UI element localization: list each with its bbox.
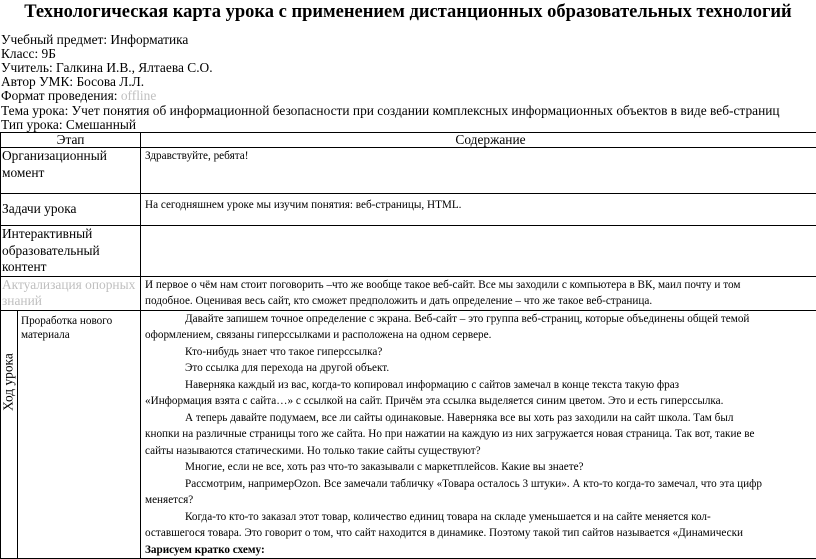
content-cell xyxy=(141,226,816,277)
content-line: Рассмотрим, напримерOzon. Все замечали табличку «Товара осталось 3 штуки». А кто-то когда-то замечал, что эта цифр xyxy=(145,476,816,493)
header-stage: Этап xyxy=(1,133,141,148)
content-cell: Здравствуйте, ребята! xyxy=(141,148,816,194)
content-line: кнопки на различные страницы того же сайта. Но при нажатии на каждую из них загружается новая страница. Так вот, такие ве xyxy=(145,426,816,443)
side-label-cell xyxy=(1,310,18,559)
content-line: оставшегося товара. Это говорит о том, что сайт находится в динамике. Поэтому такой тип сайтов называется «Динамически xyxy=(145,525,816,542)
author-line: Автор УМК: Босова Л.Л. xyxy=(1,74,144,90)
content-line: И первое о чём нам стоит поговорить –что же вообще такое веб-сайт. Все мы заходили с компьютера в ВК, маил почту и том xyxy=(145,277,816,294)
content-line: Давайте запишем точное определение с экрана. Веб-сайт – это группа веб-страниц, которые объединены общей темой xyxy=(145,311,816,328)
stage-cell: Актуализация опорных знаний xyxy=(1,276,141,310)
lesson-table xyxy=(0,132,816,559)
subject-line: Учебный предмет: Информатика xyxy=(1,32,188,48)
format-line xyxy=(1,88,156,104)
content-line: Это ссылка для перехода на другой объект. xyxy=(145,360,816,377)
table-row xyxy=(1,194,816,226)
side-label: Ход урока xyxy=(1,344,17,419)
table-row xyxy=(1,226,816,277)
content-line: подобное. Оценивая весь сайт, кто сможет предположить и дать определение – что же такое веб-страница. xyxy=(145,293,816,310)
content-line: Многие, если не все, хоть раз что-то заказывали с маркетплейсов. Какие вы знаете? xyxy=(145,459,816,476)
content-cell xyxy=(141,310,816,559)
content-line: Зарисуем кратко схему: xyxy=(145,542,816,559)
table-row xyxy=(1,276,816,310)
topic-line: Тема урока: Учет понятия об информационной безопасности при создании комплексных информационных объектов в виде веб-страниц xyxy=(1,103,780,119)
stage-cell: Интерактивный образовательный контент xyxy=(1,226,141,277)
stage-cell: Задачи урока xyxy=(1,194,141,226)
content-cell xyxy=(141,276,816,310)
table-header-row xyxy=(1,133,816,148)
content-line: А теперь давайте подумаем, все ли сайты одинаковые. Наверняка все вы хоть раз заходили на сайт школа. Там был xyxy=(145,410,816,427)
content-line: сайты называются статическими. Но только такие сайты существуют? xyxy=(145,443,816,460)
content-line: «Информация взята с сайта…» с ссылкой на сайт. Причём эта ссылка выделяется синим цветом. Это и есть гиперссылка. xyxy=(145,393,816,410)
lesson-type-line: Тип урока: Смешанный xyxy=(1,117,136,133)
content-cell: На сегодняшнем уроке мы изучим понятия: веб-страницы, HTML. xyxy=(141,194,816,226)
table-row xyxy=(1,148,816,194)
content-line: оформлением, связаны гиперссылками и расположена на одном сервере. xyxy=(145,327,816,344)
header-content: Содержание xyxy=(141,133,816,148)
teacher-line: Учитель: Галкина И.В., Ялтаева С.О. xyxy=(1,60,213,76)
content-line: Кто-нибудь знает что такое гиперссылка? xyxy=(145,344,816,361)
class-line: Класс: 9Б xyxy=(1,46,56,62)
content-line: Наверняка каждый из вас, когда-то копировал информацию с сайтов замечал в конце текста такую фраз xyxy=(145,377,816,394)
stage-cell: Проработка нового материала xyxy=(18,310,141,559)
format-label: Формат проведения: xyxy=(1,88,121,103)
table-row xyxy=(1,310,816,559)
content-line: Когда-то кто-то заказал этот товар, количество единиц товара на складе уменьшается и на сайте меняется кол- xyxy=(145,509,816,526)
document-title: Технологическая карта урока с применением дистанционных образовательных технологий xyxy=(0,2,816,23)
format-value: offline xyxy=(121,88,156,103)
content-line: меняется? xyxy=(145,492,816,509)
stage-cell: Организационный момент xyxy=(1,148,141,194)
